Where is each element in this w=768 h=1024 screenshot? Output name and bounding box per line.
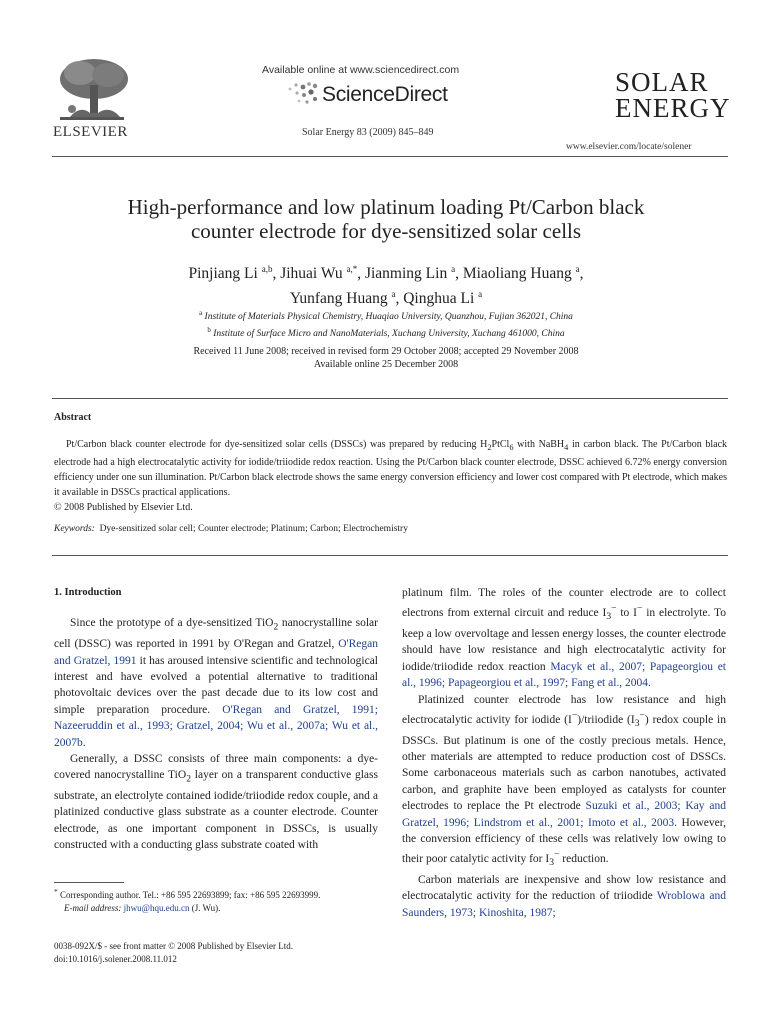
paragraph: Generally, a DSSC consists of three main components: a dye-covered nanocrystalline TiO$_2$ layer on a transparent conductive glass substrate, an electrolyte contained iodide/triiodide redox couple, and a platinized conductive glass substrate as a counter electrode. Counter electrode, as one important component in DSSCs, is usually constructed with a conducting glass substrate coated with	[54, 752, 378, 852]
author-name: Miaoliang Huang	[462, 265, 572, 283]
sciencedirect-logo-text: ScienceDirect	[322, 83, 448, 106]
corresponding-author: Corresponding author. Tel.: +86 595 22693899; fax: +86 595 22693999.	[57, 890, 321, 900]
header-divider	[52, 156, 728, 157]
section-heading-introduction: 1. Introduction	[54, 587, 122, 598]
keywords-label: Keywords:	[54, 524, 95, 534]
citation-link[interactable]: O'Regan and Gratzel, 1991	[54, 638, 378, 667]
author-sup[interactable]: a	[575, 264, 580, 274]
affiliation-a: Institute of Materials Physical Chemistry, Huaqiao University, Quanzhou, Fujian 362021, China	[204, 312, 573, 323]
author-name: Jihuai Wu	[280, 265, 343, 283]
keywords-list: Dye-sensitized solar cell; Counter electrode; Platinum; Carbon; Electrochemistry	[99, 524, 408, 534]
abstract-copyright: © 2008 Published by Elsevier Ltd.	[54, 502, 193, 513]
received-dates: Received 11 June 2008; received in revised form 29 October 2008; accepted 29 November 2008	[193, 346, 579, 357]
author-sup[interactable]: a	[391, 289, 396, 300]
journal-name	[615, 69, 731, 121]
paragraph: Since the prototype of a dye-sensitized TiO$_2$ nanocrystalline solar cell (DSSC) was reported in 1991 by O'Regan and Gratzel, O'Regan and Gratzel, 1991 it has aroused intensive scientific and technological interest and have evolved a potential alternative to traditional photovoltaic devices over the past decade due to its low cost and simple preparation procedure. O'Regan and Gratzel, 1991; Nazeeruddin et al., 1993; Gratzel, 2004; Wu et al., 2007a; Wu et al., 2007b.	[54, 617, 379, 749]
abstract-heading: Abstract	[54, 412, 92, 423]
paragraph: Carbon materials are inexpensive and show low resistance and electrocatalytic activity for the reduction of triiodide Wroblowa and Saunders, 1973; Kinoshita, 1987;	[402, 873, 726, 919]
title-line-2: counter electrode for dye-sensitized solar cells	[190, 219, 582, 243]
abstract-text: Pt/Carbon black counter electrode for dye-sensitized solar cells (DSSCs) was prepared by reducing $H_2PtCl_6$ with NaBH$_4$ in carbon black. The Pt/Carbon black electrode had a high electrocatalytic activity for iodide/triiodide redox reaction. Using the Pt/Carbon black counter electrode, DSSC achieved 6.72% energy conversion efficiency under one sun illumination. Pt/Carbon black electrode shows the same energy conversion efficiency and lower cost compared with Pt electrode, which makes it available in DSSCs practical applications. © 2008 Published by Elsevier Ltd.	[54, 439, 728, 513]
paragraph: platinum film. The roles of the counter electrode are to collect electrons from external circuit and reduce $I_3^-$ to I− in electrolyte. To keep a low overvoltage and lessen energy losses, the counter electrode should have low resistance and high electrocatalytic activity for iodide/triiodide redox reaction Macyk et al., 2007; Papageorgiou et al., 1996; Papageorgiou et al., 1997; Fang et al., 2004.	[402, 587, 726, 690]
sciencedirect-dots-icon	[285, 80, 321, 108]
available-online-date: Available online 25 December 2008	[313, 359, 459, 370]
body-column-left	[54, 585, 378, 854]
author-name: Qinghua Li	[403, 290, 475, 308]
author-list: Pinjiang Li $^{a,b}$, Jihuai Wu $^{a,*}$, Jianming Lin $^a$, Miaoliang Huang $^a$, Yunfang Huang $^a$, Qinghua Li $^a$	[188, 264, 584, 308]
abstract-bottom-divider	[52, 555, 728, 556]
title-line-1: High-performance and low platinum loading Pt/Carbon black	[127, 195, 645, 219]
journal-url[interactable]: www.elsevier.com/locate/solener	[566, 142, 692, 152]
author-name: Jianming Lin	[364, 265, 448, 283]
author-name: Pinjiang Li	[188, 265, 258, 283]
article-title	[52, 195, 720, 243]
citation-link[interactable]: Suzuki et al., 2003; Kay and Gratzel, 1996; Lindstrom et al., 2001; Imoto et al., 2003	[402, 800, 726, 829]
author-sup[interactable]: a	[451, 264, 456, 274]
email-link[interactable]: jhwu@hqu.edu.cn	[123, 902, 190, 913]
issn-doi	[54, 940, 293, 965]
citation-link[interactable]: Wroblowa and Saunders, 1973; Kinoshita, 1987;	[402, 890, 726, 919]
journal-name-line1: SOLAR	[615, 67, 709, 97]
author-sup[interactable]: a	[478, 289, 483, 300]
body-column-right	[402, 585, 726, 921]
journal-citation: Solar Energy 83 (2009) 845–849	[302, 127, 434, 138]
issn-line: 0038-092X/$ - see front matter © 2008 Published by Elsevier Ltd.	[54, 941, 294, 951]
citation-link[interactable]: Macyk et al., 2007; Papageorgiou et al., 1996; Papageorgiou et al., 1997; Fang et al., 2004	[402, 660, 726, 690]
abstract-top-divider	[52, 398, 728, 399]
author-sup[interactable]: a,b	[261, 264, 273, 274]
available-online[interactable]: Available online at www.sciencedirect.com	[262, 64, 460, 76]
footnote: * Corresponding author. Tel.: +86 595 22693899; fax: +86 595 22693999. E-mail address: jhwu@hqu.edu.cn (J. Wu).	[54, 887, 321, 913]
paragraph: Platinized counter electrode has low resistance and high electrocatalytic activity for iodide (I−)/triiodide $(I_3^-)$ redox couple in DSSCs. But platinum is one of the costly precious metals. Hence, other materials are attempted to reduce production cost of DSSCs. Some carbonaceous materials such as carbon nanotubes, activated carbon, and graphite have been employed as catalysts for counter electrodes to replace the Pt electrode Suzuki et al., 2003; Kay and Gratzel, 1996; Lindstrom et al., 2001; Imoto et al., 2003. However, the conversion efficiency of these cells was relatively low owing to their poor catalytic activity for $I_3^-$ reduction.	[402, 693, 727, 869]
author-name: Yunfang Huang	[289, 290, 388, 308]
doi-line[interactable]: doi:10.1016/j.solener.2008.11.012	[54, 953, 177, 964]
citation-link[interactable]: O'Regan and Gratzel, 1991; Nazeeruddin et al., 1993; Gratzel, 2004; Wu et al., 2007a; Wu et al., 2007b	[54, 703, 378, 749]
affiliations: $^a$ Institute of Materials Physical Chemistry, Huaqiao University, Quanzhou, Fujian 362021, China $^b$ Institute of Surface Micro and NanoMaterials, Xuchang University, Xuchang 461000, China	[199, 309, 573, 340]
author-sup[interactable]: a,*	[346, 264, 358, 274]
journal-name-line2: ENERGY	[615, 93, 731, 123]
affiliation-b: Institute of Surface Micro and NanoMaterials, Xuchang University, Xuchang 461000, China	[213, 329, 565, 340]
article-dates	[52, 345, 720, 371]
elsevier-tree-logo	[50, 55, 132, 125]
keywords	[54, 524, 727, 534]
publisher-name: ELSEVIER	[53, 124, 128, 140]
footnote-divider	[54, 882, 124, 883]
